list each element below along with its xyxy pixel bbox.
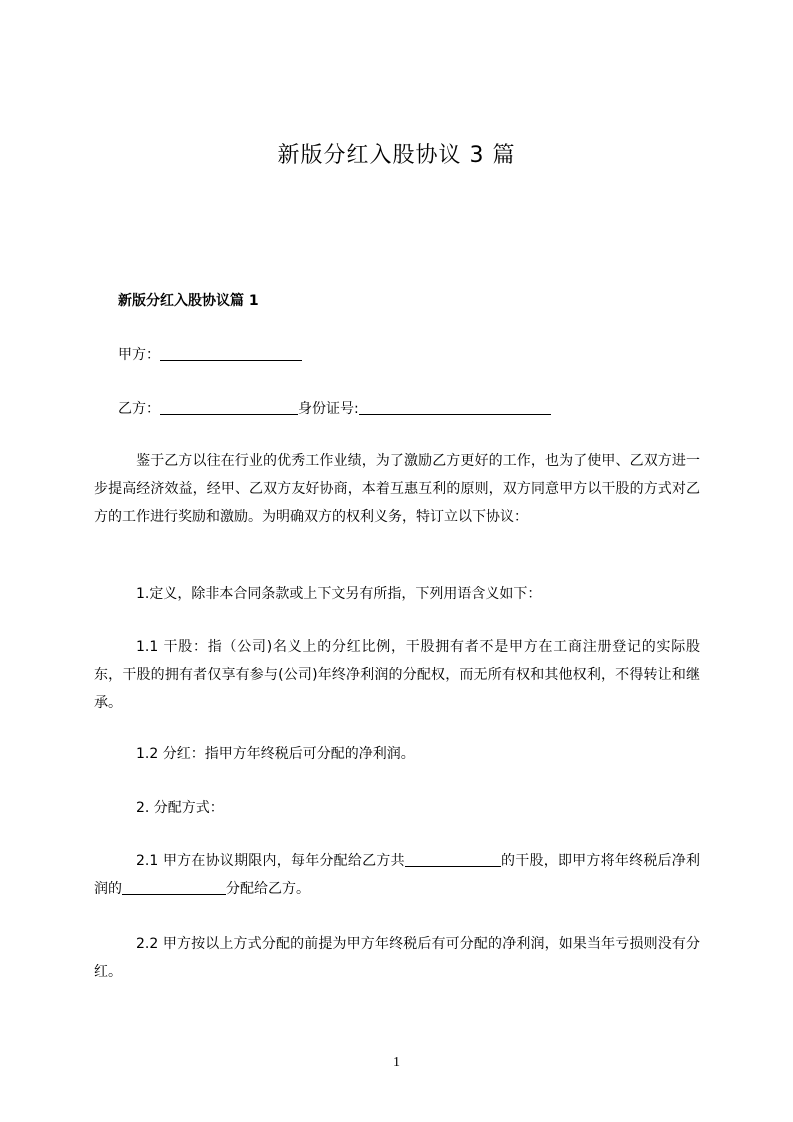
document-title: 新版分红入股协议 3 篇 bbox=[277, 143, 516, 168]
party-b-label: 乙方： bbox=[118, 401, 160, 417]
clause-2-1 bbox=[94, 847, 700, 903]
clause-1-1 bbox=[94, 633, 700, 717]
intro-text: 鉴于乙方以往在行业的优秀工作业绩，为了激励乙方更好的工作，也为了使甲、乙双方进一步提高经济效益，经甲、乙双方友好协商，本着互惠互利的原则，双方同意甲方以干股的方式对乙方的工作进行奖励和激励。为明确双方的权利义务，特订立以下协议： bbox=[94, 453, 700, 525]
intro-paragraph bbox=[94, 447, 700, 531]
id-number-label: 身份证号: bbox=[298, 401, 359, 417]
party-b-line bbox=[118, 395, 708, 423]
id-number-blank bbox=[359, 398, 551, 415]
section-heading: 新版分红入股协议篇 1 bbox=[118, 293, 259, 309]
party-b-blank bbox=[160, 398, 298, 415]
clause-2-1-text-a: 2.1 甲方在协议期限内，每年分配给乙方共 bbox=[136, 853, 405, 869]
clause-1: 1.定义，除非本合同条款或上下文另有所指，下列用语含义如下： bbox=[136, 586, 542, 602]
party-a-blank bbox=[160, 344, 302, 361]
clause-2-1-text-b: 的干股，即甲方将年终税后净利润的 bbox=[94, 853, 700, 897]
page-number: 1 bbox=[393, 1055, 400, 1070]
clause-2-1-text-c: 分配给乙方。 bbox=[226, 881, 310, 897]
share-ratio-blank bbox=[405, 850, 501, 867]
clause-2-2-text: 2.2 甲方按以上方式分配的前提为甲方年终税后有可分配的净利润，如果当年亏损则没有分红。 bbox=[94, 936, 700, 980]
clause-1-2: 1.2 分红：指甲方年终税后可分配的净利润。 bbox=[136, 746, 415, 762]
clause-2-2 bbox=[94, 930, 700, 986]
party-a-label: 甲方： bbox=[118, 347, 160, 363]
profit-ratio-blank bbox=[122, 878, 226, 895]
clause-2: 2. 分配方式： bbox=[136, 800, 224, 816]
clause-1-1-text: 1.1 干股：指（公司)名义上的分红比例，干股拥有者不是甲方在工商注册登记的实际股东，干股的拥有者仅享有参与(公司)年终净利润的分配权，而无所有权和其他权利，不得转让和继承。 bbox=[94, 639, 700, 711]
party-a-line bbox=[118, 341, 708, 369]
